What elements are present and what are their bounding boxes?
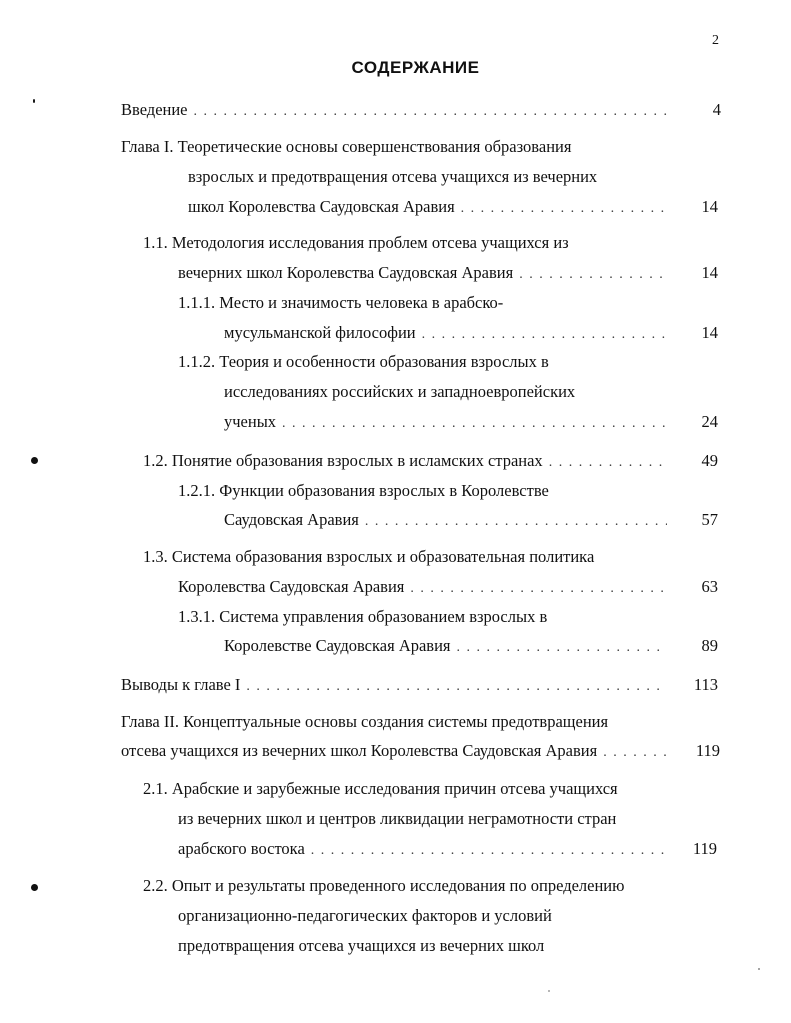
toc-entry-line: 1.2. Понятие образования взрослых в исламских странах <box>143 451 543 470</box>
toc-entry-line: 1.3. Система образования взрослых и образовательная политика <box>143 547 595 566</box>
toc-page-number: 14 <box>701 197 718 216</box>
toc-entry-line: Королевства Саудовская Аравия <box>178 577 405 596</box>
toc-entry-line: взрослых и предотвращения отсева учащихся из вечерних <box>188 167 598 186</box>
toc-entry-line: исследованиях российских и западноевропейских <box>224 382 576 401</box>
toc-entry-line: 1.3.1. Система управления образованием взрослых в <box>178 607 548 626</box>
toc-page-number: 14 <box>701 263 718 282</box>
toc-entry-line: Саудовская Аравия <box>224 510 359 529</box>
toc-entry-line: предотвращения отсева учащихся из вечерних школ <box>178 936 545 955</box>
dot-leader <box>603 741 667 765</box>
toc-page-number: 119 <box>695 741 720 760</box>
toc-entry-line: 2.1. Арабские и зарубежные исследования причин отсева учащихся <box>143 779 618 798</box>
dot-leader <box>549 451 667 475</box>
toc-entry-line: вечерних школ Королевства Саудовская Аравия <box>178 263 514 282</box>
toc-page-number: 119 <box>692 839 717 858</box>
dot-leader <box>282 412 667 436</box>
toc-page-number: 89 <box>701 636 718 655</box>
scan-speck <box>31 884 38 891</box>
toc-entry-text: Выводы к главе I <box>121 675 241 694</box>
toc-entry-line: арабского востока <box>178 839 305 858</box>
toc-page-number: 57 <box>701 510 718 529</box>
scan-speck <box>33 99 35 103</box>
page-number: 2 <box>712 33 719 48</box>
toc-entry-line: мусульманской философии <box>224 323 416 342</box>
toc-entry-line: Глава II. Концептуальные основы создания системы предотвращения <box>121 712 609 731</box>
toc-entry-line: Королевстве Саудовская Аравия <box>224 636 451 655</box>
toc-entry-line: 1.1.1. Место и значимость человека в арабско- <box>178 293 504 312</box>
dot-leader <box>410 577 667 601</box>
page-title: СОДЕРЖАНИЕ <box>351 58 480 77</box>
dot-leader <box>194 100 667 124</box>
dot-leader <box>519 263 667 287</box>
toc-page-number: 113 <box>693 675 718 694</box>
scan-speck <box>548 990 550 992</box>
toc-entry-line: 1.1.2. Теория и особенности образования взрослых в <box>178 352 549 371</box>
toc-entry-line: из вечерних школ и центров ликвидации неграмотности стран <box>178 809 617 828</box>
dot-leader <box>246 675 667 699</box>
dot-leader <box>457 636 667 660</box>
dot-leader <box>461 197 667 221</box>
toc-page-number: 4 <box>712 100 721 119</box>
toc-page-number: 49 <box>701 451 718 470</box>
toc-page-number: 24 <box>701 412 718 431</box>
toc-page-number: 63 <box>701 577 718 596</box>
dot-leader <box>311 839 667 863</box>
scan-speck <box>31 457 38 464</box>
toc-entry-line: Глава I. Теоретические основы совершенствования образования <box>121 137 572 156</box>
toc-entry-line: 1.2.1. Функции образования взрослых в Королевстве <box>178 481 549 500</box>
toc-entry-line: 2.2. Опыт и результаты проведенного исследования по определению <box>143 876 625 895</box>
dot-leader <box>422 323 667 347</box>
toc-page-number: 14 <box>701 323 718 342</box>
scan-speck <box>758 968 760 970</box>
toc-entry-line: организационно-педагогических факторов и условий <box>178 906 552 925</box>
toc-entry-line: 1.1. Методология исследования проблем отсева учащихся из <box>143 233 569 252</box>
toc-entry-text: Введение <box>121 100 188 119</box>
toc-entry-line: ученых <box>224 412 277 431</box>
toc-entry-line: отсева учащихся из вечерних школ Королевства Саудовская Аравия <box>121 741 598 760</box>
toc-entry-line: школ Королевства Саудовская Аравия <box>188 197 455 216</box>
dot-leader <box>365 510 667 534</box>
